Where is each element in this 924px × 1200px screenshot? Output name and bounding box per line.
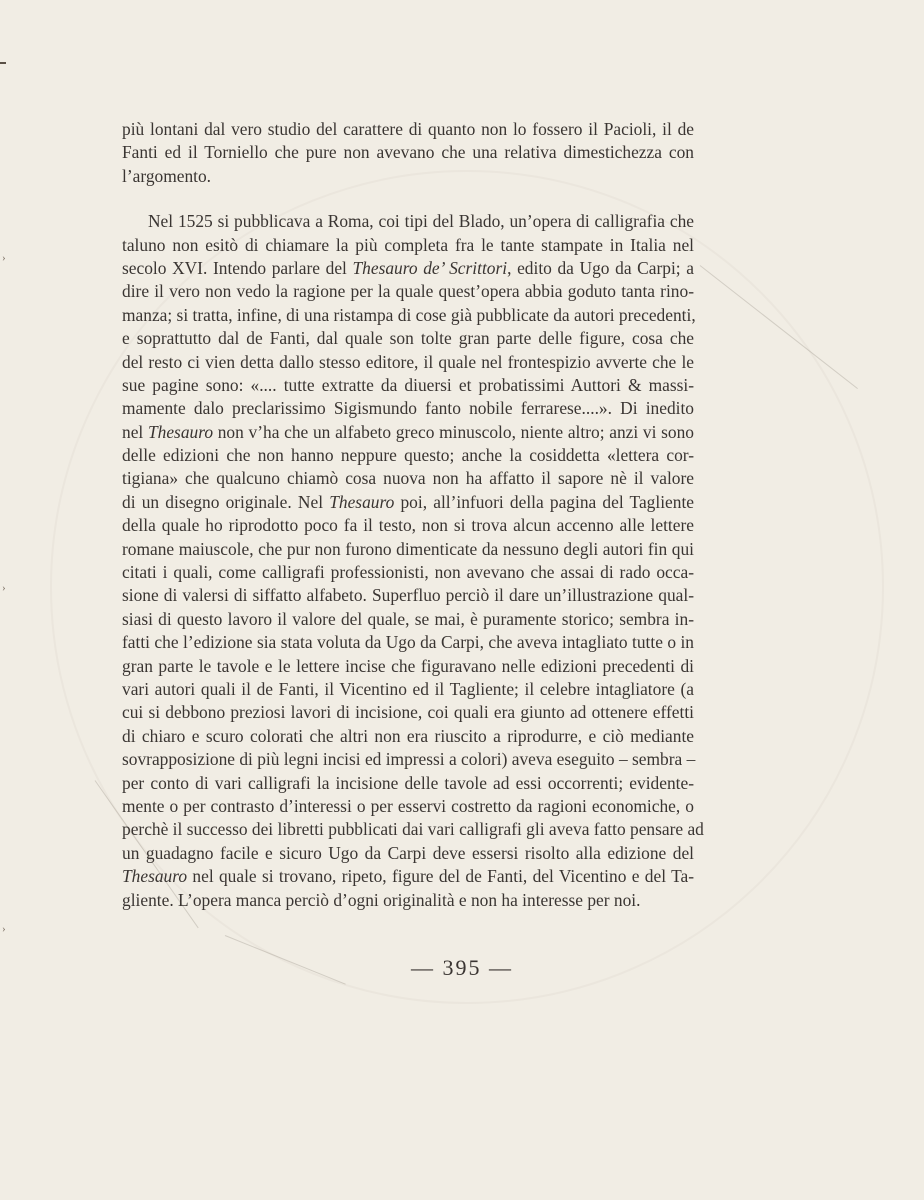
text-line: gran parte le tavole e le lettere incise che figuravano nelle edizioni precedenti di <box>122 655 694 676</box>
text-line: cui si debbono preziosi lavori di incisione, coi quali era giunto ad ottenere effetti <box>122 702 694 723</box>
text-line: Fanti ed il Torniello che pure non avevano che una relativa dimestichezza con <box>122 142 694 163</box>
text-line: sovrapposizione di più legni incisi ed impressi a colori) aveva eseguito – sembra – <box>122 749 696 770</box>
text-line: delle edizioni che non hanno neppure questo; anche la cosiddetta «lettera cor- <box>122 445 694 466</box>
page-number: — 395 — <box>411 955 513 980</box>
text-line: di chiaro e scuro colorati che altri non era riuscito a riprodurre, e ciò mediante <box>122 725 694 746</box>
paragraph-2 <box>122 210 704 912</box>
text-line: manza; si tratta, infine, di una ristampa di cose già pubblicate da autori precedenti, <box>122 304 696 325</box>
text-line: e soprattutto dal de Fanti, dal quale son tolte gran parte delle figure, cosa che <box>122 328 694 349</box>
text-line: sue pagine sono: «.... tutte extratte da diuersi et probatissimi Auttori & massi- <box>122 374 694 395</box>
text-line: siasi di questo lavoro il valore del quale, se mai, è puramente storico; sembra in- <box>122 608 694 629</box>
text-line: sione di valersi di siffatto alfabeto. Superfluo perciò il dare un’illustrazione qual- <box>122 585 694 606</box>
text-line: mamente dalo preclarissimo Sigismundo fanto nobile ferrarese....». Di inedito <box>122 398 694 419</box>
text-line: secolo XVI. Intendo parlare del Thesauro de’ Scrittori, edito da Ugo da Carpi; a <box>122 257 694 278</box>
text-line: dire il vero non vedo la ragione per la quale quest’opera abbia goduto tanta rino- <box>122 281 694 302</box>
paragraph-1 <box>122 118 694 188</box>
text-line: di un disegno originale. Nel Thesauro poi, all’infuori della pagina del Tagliente <box>122 491 694 512</box>
text-line: Nel 1525 si pubblicava a Roma, coi tipi del Blado, un’opera di calligrafia che <box>148 211 694 232</box>
text-line: del resto ci vien detta dallo stesso editore, il quale nel frontespizio avverte che le <box>122 351 694 372</box>
text-line: fatti che l’edizione sia stata voluta da Ugo da Carpi, che aveva intagliato tutte o in <box>122 632 694 653</box>
text-line: tigiana» che qualcuno chiamò cosa nuova non ha affatto il sapore nè il valore <box>122 468 694 489</box>
edge-arrow: › <box>2 582 6 594</box>
edge-mark <box>0 62 6 64</box>
text-line: l’argomento. <box>122 165 212 186</box>
text-line: taluno non esitò di chiamare la più completa fra le tante stampate in Italia nel <box>122 234 694 255</box>
text-line: mente o per contrasto d’interessi o per esservi costretto da ragioni economiche, o <box>122 795 694 816</box>
text-line: perchè il successo dei libretti pubblicati dai vari calligrafi gli aveva fatto pensare ad <box>122 819 704 840</box>
edge-arrow: › <box>2 923 6 935</box>
edge-arrow: › <box>2 252 6 264</box>
text-line: nel Thesauro non v’ha che un alfabeto greco minuscolo, niente altro; anzi vi sono <box>122 421 695 442</box>
text-line: citati i quali, come calligrafi professionisti, non avevano che assai di rado occa- <box>122 562 694 583</box>
text-line: della quale ho riprodotto poco fa il testo, non si trova alcun accenno alle lettere <box>122 515 694 536</box>
text-line: gliente. L’opera manca perciò d’ogni originalità e non ha interesse per noi. <box>122 889 641 910</box>
text-line: un guadagno facile e sicuro Ugo da Carpi deve essersi risolto alla edizione del <box>122 842 694 863</box>
text-line: Thesauro nel quale si trovano, ripeto, figure del de Fanti, del Vicentino e del Ta- <box>122 866 694 887</box>
text-line: romane maiuscole, che pur non furono dimenticate da nessuno degli autori fin qui <box>122 538 694 559</box>
text-line: più lontani dal vero studio del carattere di quanto non lo fossero il Pacioli, il de <box>122 119 694 139</box>
body-text <box>122 118 704 912</box>
text-line: per conto di vari calligrafi la incisione delle tavole ad essi occorrenti; evidente- <box>122 772 694 793</box>
text-line: vari autori quali il de Fanti, il Vicentino ed il Tagliente; il celebre intagliatore (a <box>122 678 694 699</box>
